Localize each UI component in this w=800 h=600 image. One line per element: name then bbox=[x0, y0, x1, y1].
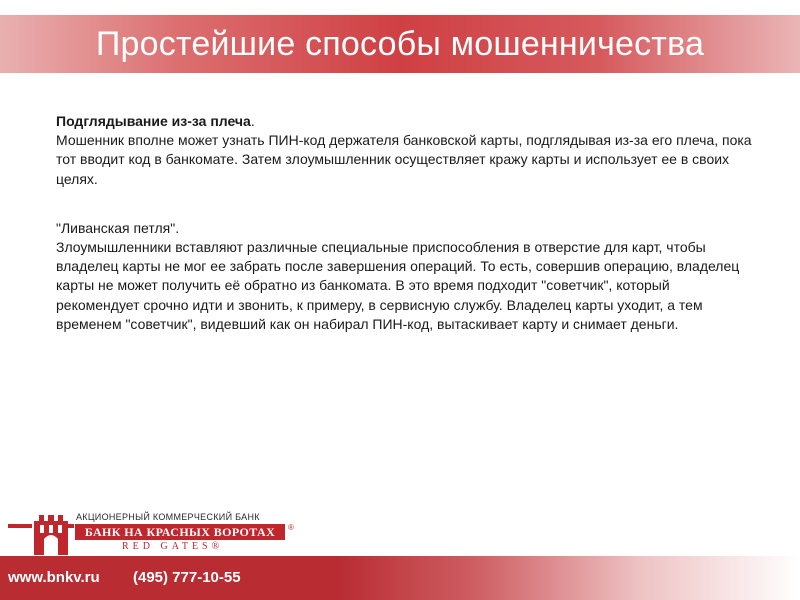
heading-suffix: . bbox=[250, 113, 255, 129]
section-heading-row bbox=[56, 112, 756, 131]
section-lebanese-loop bbox=[56, 219, 756, 334]
section-heading: Подглядывание из-за плеча bbox=[56, 113, 251, 129]
logo-bar-left bbox=[8, 524, 32, 528]
footer-phone: (495) 777-10-55 bbox=[133, 569, 241, 586]
bank-type-line: АКЦИОНЕРНЫЙ КОММЕРЧЕСКИЙ БАНК bbox=[76, 512, 260, 522]
registered-mark: ® bbox=[288, 523, 294, 532]
section-shoulder-surfing bbox=[56, 112, 756, 189]
section-body: Злоумышленники вставляют различные специальные приспособления в отверстие для карт, чтобы владелец карты не мог ее забрать после завершения операций. То есть, совершив операцию, владелец карты не может получить её обратно из банкомата. В это время подходит "советчик", который рекомендует срочно идти и звонить, к примеру, в сервисную службу. Владелец карты уходит, а тем временем "советчик", видевший как он набирал ПИН-код, вытаскивает карту и снимает деньги. bbox=[56, 239, 740, 332]
section-body: Мошенник вполне может узнать ПИН-код держателя банковской карты, подглядывая из-за его плеча, пока тот вводит код в банкомате. Затем злоумышленник осуществляет кражу карты и использует ее в своих целях. bbox=[56, 132, 752, 187]
bank-name: БАНК НА КРАСНЫХ ВОРОТАХ bbox=[84, 525, 276, 539]
slide-content bbox=[56, 112, 756, 334]
bank-name-plate bbox=[75, 524, 285, 540]
section-heading: "Ливанская петля" bbox=[56, 219, 176, 236]
slide-title: Простейшие способы мошенничества bbox=[95, 25, 705, 63]
heading-suffix: . bbox=[175, 219, 180, 236]
logo-bar-right bbox=[68, 524, 74, 528]
red-gates-tower-icon bbox=[30, 511, 72, 555]
footer-website-link[interactable]: www.bnkv.ru bbox=[8, 569, 100, 586]
footer-banner bbox=[0, 556, 800, 600]
section-heading-row bbox=[56, 219, 756, 238]
title-banner bbox=[0, 15, 800, 73]
bank-latin-name: RED GATES® bbox=[122, 541, 224, 552]
